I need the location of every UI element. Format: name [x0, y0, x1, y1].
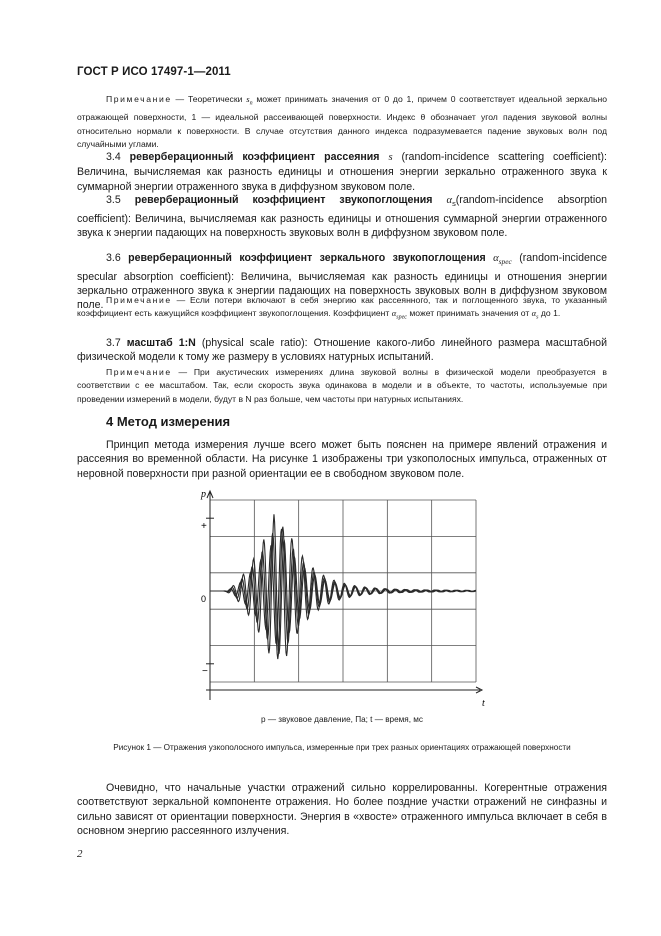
- x-axis-label: t: [482, 698, 485, 709]
- tick-label-minus: −: [202, 666, 208, 677]
- note-label: Примечание: [106, 295, 172, 305]
- term: реверберационный коэффициент рассеяния: [129, 151, 380, 163]
- note-2: Примечание — Если потери включают в себя энергию как рассеянного, так и поглощенного звука, то указанный коэффициент есть кажущийся коэффициент звукопоглощения. Коэффициент $\alpha_{spec}$ может принимать значения от $\alpha_s$ до 1.: [77, 295, 607, 322]
- figure-caption: Рисунок 1 — Отражения узкополосного импульса, измеренные при трех разных ориентациях отражающей поверхности: [113, 743, 571, 752]
- term: масштаб 1:N: [126, 337, 196, 349]
- figure-1: [190, 488, 490, 715]
- figure-legend: p — звуковое давление, Па; t — время, мс: [261, 715, 423, 724]
- note-1: Примечание — Теоретически $s_n$ может принимать значения от 0 до 1, причем 0 соответствует идеальной зеркально отражающей поверхности, 1 — идеальной рассеивающей поверхности. Индекс θ обозначает угол падения звуковой волны относительно нормали к поверхности. В случае отсутствия данного индекса подразумевается падение звуковых волн под случайными углами.: [77, 94, 607, 149]
- note-3: Примечание — При акустических измерениях длина звуковой волны в физической модели преобразуется в соответствии с ее масштабом. Так, если скорость звука одинакова в модели и в объекте, то частоты, используемые при проведении измерений в модели, будут в N раз больше, чем частоты при натурных испытаниях.: [77, 367, 607, 404]
- waveform-chart: [190, 488, 490, 710]
- document-header: ГОСТ Р ИСО 17497-1—2011: [77, 66, 231, 78]
- y-axis-label: p: [201, 489, 206, 500]
- page-number: 2: [77, 848, 83, 860]
- note-label: Примечание: [106, 94, 172, 104]
- definition-3-4: 3.4 реверберационный коэффициент рассеяния s (random-incidence scattering coefficient): Величина, вычисляемая как разность единицы и отношения энергии зеркально отраженного звука к суммарной энергии отраженного звука в диффузном звуковом поле.: [77, 151, 607, 193]
- tick-label-plus: +: [201, 521, 207, 532]
- note-label: Примечание: [106, 367, 172, 377]
- definition-3-7: 3.7 масштаб 1:N (physical scale ratio): Отношение какого-либо линейного размера масштабной физической модели к тому же размеру в условиях натурных испытаний.: [77, 337, 607, 364]
- definition-3-5: 3.5 реверберационный коэффициент звукопоглощения $\alpha_s(random$-incidence absorption coefficient): Величина, вычисляемая как разность единицы и отношения суммарной энергии отраженного звука к энергии падающих на поверхность звуковых волн в диффузном звуковом поле.: [77, 194, 607, 239]
- term: реверберационный коэффициент звукопоглощения: [134, 194, 433, 206]
- paragraph-method: Принцип метода измерения лучше всего может быть пояснен на примере явлений отражения и рассеяния во временной области. На рисунке 1 изображены три узкополосных импульса, отраженных от неровной поверхности при разной ориентации ее в свободном звуковом поле.: [77, 439, 607, 480]
- section-heading: 4 Метод измерения: [106, 414, 231, 429]
- paragraph-conclusion: Очевидно, что начальные участки отражений сильно коррелированны. Когерентные отражения соответствуют зеркальной компоненте отражения. Но более поздние участки отражений не синфазны и сильно зависят от ориентации поверхности. Энергия в «хвосте» отраженного импульса включает в себя в основном энергию рассеянного излучения.: [77, 782, 607, 838]
- term: реверберационный коэффициент зеркального звукопоглощения: [128, 252, 486, 264]
- definition-3-6: 3.6 реверберационный коэффициент зеркального звукопоглощения $\alpha_{spec}$ (random-incidence specular absorption coefficient): Величина, вычисляемая как разность единицы и отношения энергии зеркально отраженного звука к энергии падающих на поверхность звуковых волн в диффузном звуковом поле.: [77, 252, 607, 312]
- tick-label-zero: 0: [201, 594, 207, 604]
